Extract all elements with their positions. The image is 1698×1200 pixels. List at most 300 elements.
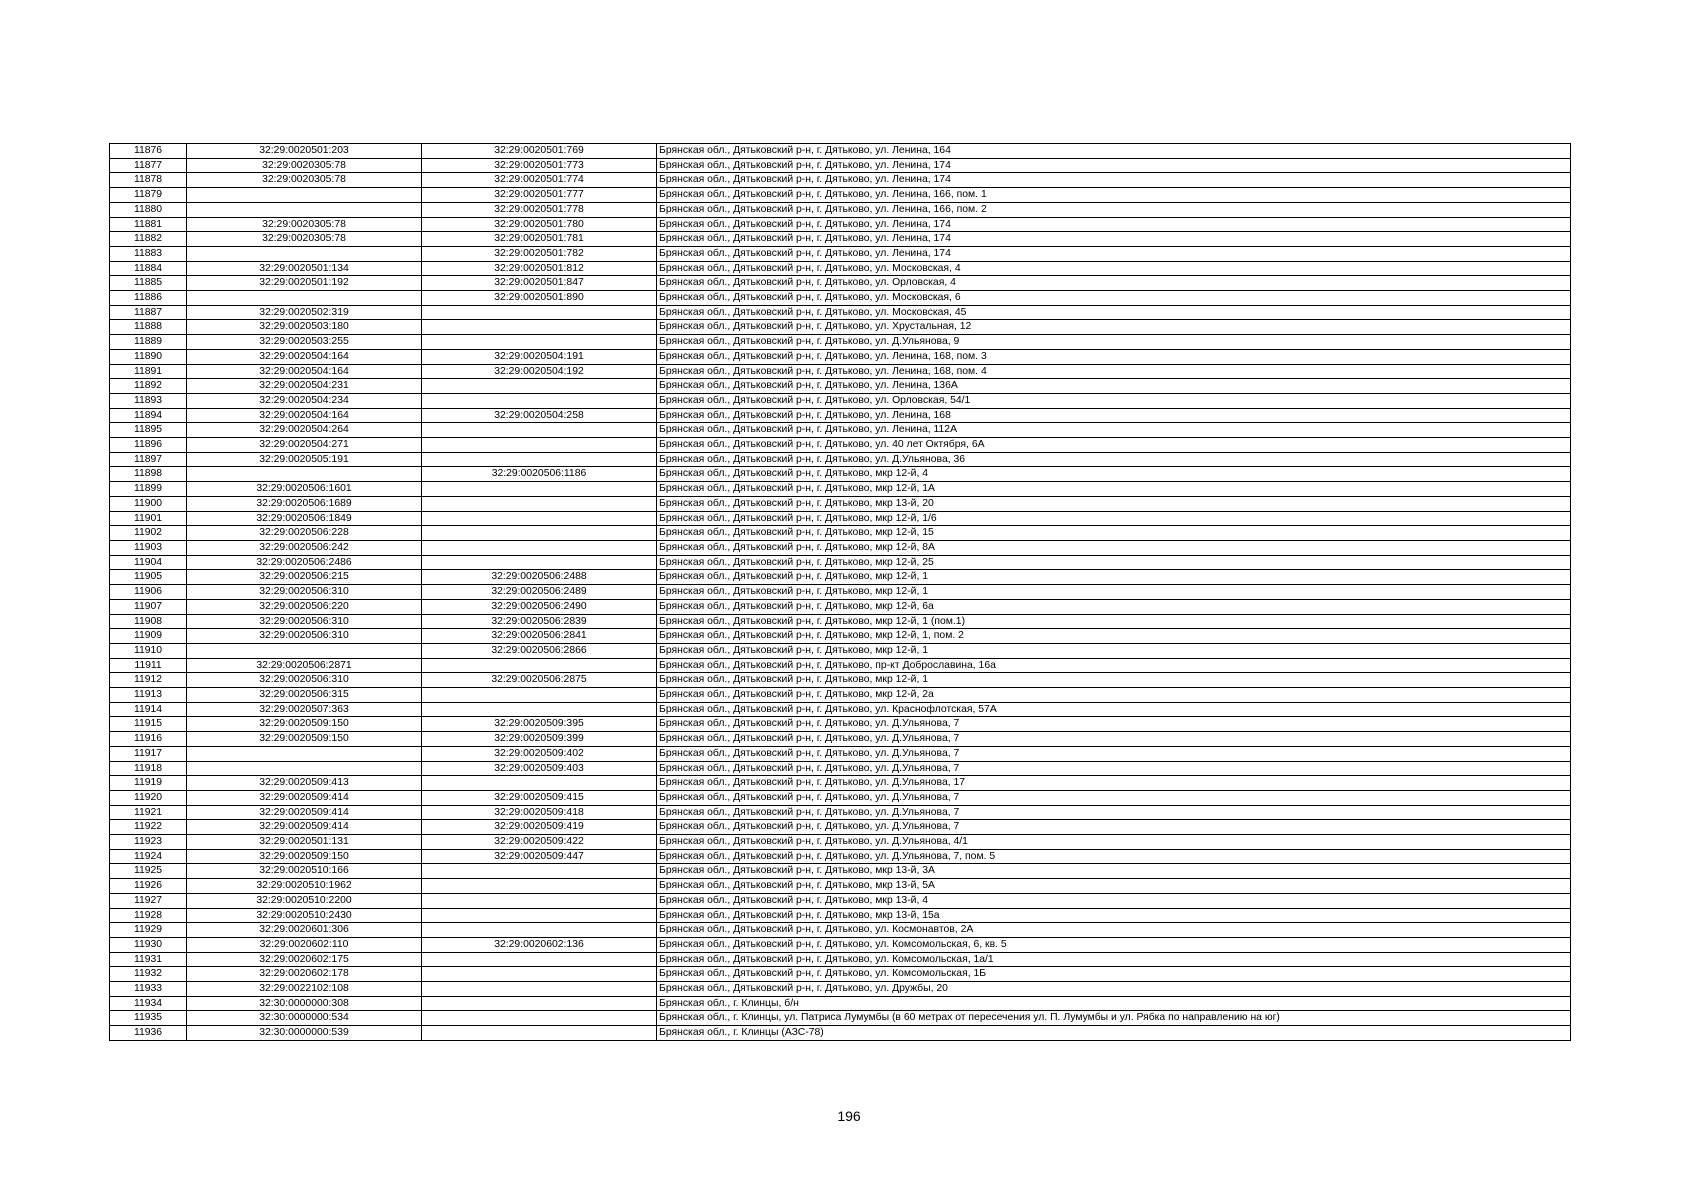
cadastral-number-cell: 32:29:0020506:2871 xyxy=(187,658,422,673)
row-number-cell: 11893 xyxy=(110,393,187,408)
object-cadastral-number-cell xyxy=(422,982,657,997)
cadastral-number-cell xyxy=(187,202,422,217)
object-cadastral-number-cell xyxy=(422,320,657,335)
address-cell: Брянская обл., Дятьковский р-н, г. Дятьково, мкр 12-й, 15 xyxy=(657,526,1571,541)
cadastral-number-cell xyxy=(187,291,422,306)
cadastral-number-cell: 32:29:0020504:264 xyxy=(187,423,422,438)
table-row xyxy=(110,452,1571,467)
cadastral-number-cell: 32:29:0020509:414 xyxy=(187,805,422,820)
address-cell: Брянская обл., Дятьковский р-н, г. Дятьково, ул. Ленина, 166, пом. 1 xyxy=(657,188,1571,203)
cadastral-number-cell: 32:29:0020509:150 xyxy=(187,717,422,732)
table-row xyxy=(110,555,1571,570)
object-cadastral-number-cell xyxy=(422,555,657,570)
cadastral-number-cell: 32:29:0020509:413 xyxy=(187,776,422,791)
table-row xyxy=(110,585,1571,600)
table-row xyxy=(110,864,1571,879)
address-cell: Брянская обл., Дятьковский р-н, г. Дятьково, ул. Д.Ульянова, 7 xyxy=(657,790,1571,805)
object-cadastral-number-cell xyxy=(422,305,657,320)
row-number-cell: 11927 xyxy=(110,893,187,908)
table-row xyxy=(110,246,1571,261)
cadastral-number-cell: 32:29:0020503:255 xyxy=(187,335,422,350)
address-cell: Брянская обл., Дятьковский р-н, г. Дятьково, мкр 12-й, 1/6 xyxy=(657,511,1571,526)
table-row xyxy=(110,746,1571,761)
object-cadastral-number-cell: 32:29:0020501:812 xyxy=(422,261,657,276)
row-number-cell: 11916 xyxy=(110,732,187,747)
row-number-cell: 11934 xyxy=(110,996,187,1011)
address-cell: Брянская обл., Дятьковский р-н, г. Дятьково, ул. Ленина, 136А xyxy=(657,379,1571,394)
address-cell: Брянская обл., Дятьковский р-н, г. Дятьково, ул. Комсомольская, 1а/1 xyxy=(657,952,1571,967)
row-number-cell: 11877 xyxy=(110,158,187,173)
object-cadastral-number-cell xyxy=(422,893,657,908)
cadastral-number-cell xyxy=(187,246,422,261)
address-cell: Брянская обл., Дятьковский р-н, г. Дятьково, ул. Ленина, 174 xyxy=(657,173,1571,188)
register-table xyxy=(109,143,1571,1041)
object-cadastral-number-cell: 32:29:0020501:769 xyxy=(422,144,657,159)
object-cadastral-number-cell: 32:29:0020501:773 xyxy=(422,158,657,173)
address-cell: Брянская обл., Дятьковский р-н, г. Дятьково, ул. Ленина, 174 xyxy=(657,217,1571,232)
object-cadastral-number-cell xyxy=(422,452,657,467)
object-cadastral-number-cell xyxy=(422,688,657,703)
table-row xyxy=(110,820,1571,835)
table-row xyxy=(110,952,1571,967)
cadastral-number-cell: 32:29:0020510:2200 xyxy=(187,893,422,908)
object-cadastral-number-cell: 32:29:0020509:403 xyxy=(422,761,657,776)
row-number-cell: 11912 xyxy=(110,673,187,688)
object-cadastral-number-cell: 32:29:0020501:780 xyxy=(422,217,657,232)
address-cell: Брянская обл., Дятьковский р-н, г. Дятьково, ул. Московская, 4 xyxy=(657,261,1571,276)
address-cell: Брянская обл., Дятьковский р-н, г. Дятьково, мкр 12-й, 25 xyxy=(657,555,1571,570)
row-number-cell: 11925 xyxy=(110,864,187,879)
table-row xyxy=(110,570,1571,585)
table-row xyxy=(110,335,1571,350)
address-cell: Брянская обл., Дятьковский р-н, г. Дятьково, ул. Д.Ульянова, 7 xyxy=(657,717,1571,732)
cadastral-number-cell: 32:29:0020602:175 xyxy=(187,952,422,967)
object-cadastral-number-cell: 32:29:0020501:782 xyxy=(422,246,657,261)
object-cadastral-number-cell xyxy=(422,511,657,526)
address-cell: Брянская обл., Дятьковский р-н, г. Дятьково, ул. Ленина, 168, пом. 4 xyxy=(657,364,1571,379)
address-cell: Брянская обл., Дятьковский р-н, г. Дятьково, мкр 12-й, 1 (пом.1) xyxy=(657,614,1571,629)
address-cell: Брянская обл., Дятьковский р-н, г. Дятьково, ул. Д.Ульянова, 7, пом. 5 xyxy=(657,849,1571,864)
cadastral-number-cell: 32:29:0020305:78 xyxy=(187,232,422,247)
row-number-cell: 11933 xyxy=(110,982,187,997)
row-number-cell: 11894 xyxy=(110,408,187,423)
cadastral-number-cell xyxy=(187,467,422,482)
table-row xyxy=(110,173,1571,188)
address-cell: Брянская обл., Дятьковский р-н, г. Дятьково, мкр 12-й, 1 xyxy=(657,570,1571,585)
object-cadastral-number-cell xyxy=(422,496,657,511)
cadastral-number-cell: 32:29:0020506:1689 xyxy=(187,496,422,511)
table-row xyxy=(110,923,1571,938)
object-cadastral-number-cell xyxy=(422,1026,657,1041)
cadastral-number-cell: 32:29:0020601:306 xyxy=(187,923,422,938)
table-row xyxy=(110,776,1571,791)
table-row xyxy=(110,540,1571,555)
object-cadastral-number-cell: 32:29:0020506:2866 xyxy=(422,643,657,658)
row-number-cell: 11887 xyxy=(110,305,187,320)
address-cell: Брянская обл., Дятьковский р-н, г. Дятьково, мкр 12-й, 4 xyxy=(657,467,1571,482)
address-cell: Брянская обл., Дятьковский р-н, г. Дятьково, мкр 13-й, 20 xyxy=(657,496,1571,511)
address-cell: Брянская обл., Дятьковский р-н, г. Дятьково, мкр 12-й, 1 xyxy=(657,585,1571,600)
table-row xyxy=(110,982,1571,997)
address-cell: Брянская обл., Дятьковский р-н, г. Дятьково, мкр 13-й, 15а xyxy=(657,908,1571,923)
table-row xyxy=(110,717,1571,732)
address-cell: Брянская обл., Дятьковский р-н, г. Дятьково, ул. Ленина, 166, пом. 2 xyxy=(657,202,1571,217)
cadastral-number-cell: 32:29:0020504:164 xyxy=(187,364,422,379)
object-cadastral-number-cell: 32:29:0020509:395 xyxy=(422,717,657,732)
row-number-cell: 11910 xyxy=(110,643,187,658)
address-cell: Брянская обл., г. Клинцы (АЗС-78) xyxy=(657,1026,1571,1041)
table-row xyxy=(110,732,1571,747)
row-number-cell: 11890 xyxy=(110,349,187,364)
cadastral-number-cell: 32:29:0020305:78 xyxy=(187,173,422,188)
cadastral-number-cell: 32:29:0020602:110 xyxy=(187,937,422,952)
cadastral-number-cell: 32:29:0020506:310 xyxy=(187,585,422,600)
cadastral-number-cell: 32:29:0020502:319 xyxy=(187,305,422,320)
row-number-cell: 11915 xyxy=(110,717,187,732)
row-number-cell: 11904 xyxy=(110,555,187,570)
table-row xyxy=(110,158,1571,173)
cadastral-number-cell xyxy=(187,643,422,658)
table-row xyxy=(110,276,1571,291)
cadastral-number-cell: 32:29:0020509:414 xyxy=(187,820,422,835)
object-cadastral-number-cell: 32:29:0020504:192 xyxy=(422,364,657,379)
object-cadastral-number-cell: 32:29:0020501:777 xyxy=(422,188,657,203)
table-row xyxy=(110,761,1571,776)
row-number-cell: 11896 xyxy=(110,438,187,453)
object-cadastral-number-cell: 32:29:0020509:415 xyxy=(422,790,657,805)
object-cadastral-number-cell: 32:29:0020501:847 xyxy=(422,276,657,291)
address-cell: Брянская обл., Дятьковский р-н, г. Дятьково, ул. Ленина, 168 xyxy=(657,408,1571,423)
table-row xyxy=(110,408,1571,423)
cadastral-number-cell: 32:29:0020506:310 xyxy=(187,614,422,629)
cadastral-number-cell: 32:29:0022102:108 xyxy=(187,982,422,997)
cadastral-number-cell: 32:29:0020510:1962 xyxy=(187,879,422,894)
row-number-cell: 11903 xyxy=(110,540,187,555)
table-row xyxy=(110,937,1571,952)
cadastral-number-cell: 32:29:0020305:78 xyxy=(187,217,422,232)
row-number-cell: 11885 xyxy=(110,276,187,291)
object-cadastral-number-cell: 32:29:0020506:2489 xyxy=(422,585,657,600)
row-number-cell: 11899 xyxy=(110,482,187,497)
object-cadastral-number-cell: 32:29:0020506:2488 xyxy=(422,570,657,585)
address-cell: Брянская обл., Дятьковский р-н, г. Дятьково, ул. Комсомольская, 6, кв. 5 xyxy=(657,937,1571,952)
table-row xyxy=(110,438,1571,453)
object-cadastral-number-cell xyxy=(422,526,657,541)
object-cadastral-number-cell: 32:29:0020506:1186 xyxy=(422,467,657,482)
object-cadastral-number-cell: 32:29:0020509:422 xyxy=(422,835,657,850)
address-cell: Брянская обл., Дятьковский р-н, г. Дятьково, ул. Московская, 6 xyxy=(657,291,1571,306)
object-cadastral-number-cell: 32:29:0020509:447 xyxy=(422,849,657,864)
cadastral-number-cell: 32:29:0020305:78 xyxy=(187,158,422,173)
table-row xyxy=(110,511,1571,526)
row-number-cell: 11888 xyxy=(110,320,187,335)
address-cell: Брянская обл., Дятьковский р-н, г. Дятьково, ул. Ленина, 174 xyxy=(657,246,1571,261)
row-number-cell: 11908 xyxy=(110,614,187,629)
address-cell: Брянская обл., Дятьковский р-н, г. Дятьково, мкр 12-й, 1 xyxy=(657,673,1571,688)
cadastral-number-cell: 32:29:0020506:315 xyxy=(187,688,422,703)
object-cadastral-number-cell xyxy=(422,702,657,717)
row-number-cell: 11881 xyxy=(110,217,187,232)
row-number-cell: 11911 xyxy=(110,658,187,673)
address-cell: Брянская обл., Дятьковский р-н, г. Дятьково, мкр 12-й, 1 xyxy=(657,643,1571,658)
address-cell: Брянская обл., Дятьковский р-н, г. Дятьково, ул. Орловская, 54/1 xyxy=(657,393,1571,408)
object-cadastral-number-cell: 32:29:0020501:890 xyxy=(422,291,657,306)
cadastral-number-cell: 32:29:0020505:191 xyxy=(187,452,422,467)
address-cell: Брянская обл., Дятьковский р-н, г. Дятьково, мкр 12-й, 2а xyxy=(657,688,1571,703)
row-number-cell: 11900 xyxy=(110,496,187,511)
object-cadastral-number-cell xyxy=(422,1011,657,1026)
cadastral-number-cell: 32:29:0020602:178 xyxy=(187,967,422,982)
row-number-cell: 11917 xyxy=(110,746,187,761)
address-cell: Брянская обл., Дятьковский р-н, г. Дятьково, ул. Комсомольская, 1Б xyxy=(657,967,1571,982)
cadastral-number-cell: 32:29:0020504:164 xyxy=(187,349,422,364)
object-cadastral-number-cell xyxy=(422,379,657,394)
table-row xyxy=(110,805,1571,820)
address-cell: Брянская обл., Дятьковский р-н, г. Дятьково, ул. Д.Ульянова, 17 xyxy=(657,776,1571,791)
row-number-cell: 11932 xyxy=(110,967,187,982)
table-row xyxy=(110,688,1571,703)
cadastral-number-cell: 32:29:0020507:363 xyxy=(187,702,422,717)
page-number: 196 xyxy=(837,1108,861,1124)
cadastral-number-cell: 32:29:0020503:180 xyxy=(187,320,422,335)
object-cadastral-number-cell: 32:29:0020506:2839 xyxy=(422,614,657,629)
row-number-cell: 11902 xyxy=(110,526,187,541)
table-row xyxy=(110,996,1571,1011)
object-cadastral-number-cell: 32:29:0020509:418 xyxy=(422,805,657,820)
table-row xyxy=(110,658,1571,673)
table-row xyxy=(110,232,1571,247)
cadastral-number-cell: 32:30:0000000:534 xyxy=(187,1011,422,1026)
address-cell: Брянская обл., Дятьковский р-н, г. Дятьково, пр-кт Доброславина, 16а xyxy=(657,658,1571,673)
address-cell: Брянская обл., Дятьковский р-н, г. Дятьково, ул. Ленина, 112А xyxy=(657,423,1571,438)
object-cadastral-number-cell xyxy=(422,908,657,923)
table-row xyxy=(110,320,1571,335)
object-cadastral-number-cell xyxy=(422,923,657,938)
row-number-cell: 11892 xyxy=(110,379,187,394)
object-cadastral-number-cell: 32:29:0020509:402 xyxy=(422,746,657,761)
row-number-cell: 11931 xyxy=(110,952,187,967)
table-row xyxy=(110,291,1571,306)
table-row xyxy=(110,790,1571,805)
table-row xyxy=(110,364,1571,379)
table-row xyxy=(110,879,1571,894)
table-row xyxy=(110,217,1571,232)
row-number-cell: 11935 xyxy=(110,1011,187,1026)
object-cadastral-number-cell: 32:29:0020509:419 xyxy=(422,820,657,835)
address-cell: Брянская обл., Дятьковский р-н, г. Дятьково, ул. Хрустальная, 12 xyxy=(657,320,1571,335)
cadastral-number-cell: 32:30:0000000:308 xyxy=(187,996,422,1011)
table-row xyxy=(110,188,1571,203)
cadastral-number-cell: 32:29:0020504:231 xyxy=(187,379,422,394)
cadastral-number-cell: 32:29:0020506:1601 xyxy=(187,482,422,497)
address-cell: Брянская обл., Дятьковский р-н, г. Дятьково, ул. Д.Ульянова, 7 xyxy=(657,820,1571,835)
cadastral-number-cell: 32:29:0020501:131 xyxy=(187,835,422,850)
row-number-cell: 11929 xyxy=(110,923,187,938)
cadastral-number-cell: 32:29:0020501:134 xyxy=(187,261,422,276)
row-number-cell: 11886 xyxy=(110,291,187,306)
address-cell: Брянская обл., Дятьковский р-н, г. Дятьково, ул. Д.Ульянова, 7 xyxy=(657,805,1571,820)
table-row xyxy=(110,482,1571,497)
address-cell: Брянская обл., Дятьковский р-н, г. Дятьково, ул. Д.Ульянова, 7 xyxy=(657,761,1571,776)
object-cadastral-number-cell xyxy=(422,776,657,791)
address-cell: Брянская обл., Дятьковский р-н, г. Дятьково, ул. Ленина, 174 xyxy=(657,158,1571,173)
cadastral-number-cell: 32:29:0020506:310 xyxy=(187,629,422,644)
object-cadastral-number-cell: 32:29:0020501:778 xyxy=(422,202,657,217)
address-cell: Брянская обл., Дятьковский р-н, г. Дятьково, мкр 13-й, 3А xyxy=(657,864,1571,879)
cadastral-number-cell: 32:29:0020506:2486 xyxy=(187,555,422,570)
table-row xyxy=(110,702,1571,717)
address-cell: Брянская обл., Дятьковский р-н, г. Дятьково, ул. Д.Ульянова, 36 xyxy=(657,452,1571,467)
table-row xyxy=(110,526,1571,541)
object-cadastral-number-cell xyxy=(422,335,657,350)
row-number-cell: 11914 xyxy=(110,702,187,717)
row-number-cell: 11930 xyxy=(110,937,187,952)
row-number-cell: 11920 xyxy=(110,790,187,805)
object-cadastral-number-cell xyxy=(422,996,657,1011)
object-cadastral-number-cell xyxy=(422,864,657,879)
object-cadastral-number-cell: 32:29:0020504:191 xyxy=(422,349,657,364)
row-number-cell: 11898 xyxy=(110,467,187,482)
address-cell: Брянская обл., Дятьковский р-н, г. Дятьково, ул. Ленина, 168, пом. 3 xyxy=(657,349,1571,364)
cadastral-number-cell xyxy=(187,746,422,761)
address-cell: Брянская обл., Дятьковский р-н, г. Дятьково, ул. Краснофлотская, 57А xyxy=(657,702,1571,717)
row-number-cell: 11876 xyxy=(110,144,187,159)
address-cell: Брянская обл., Дятьковский р-н, г. Дятьково, ул. Ленина, 164 xyxy=(657,144,1571,159)
object-cadastral-number-cell: 32:29:0020501:774 xyxy=(422,173,657,188)
table-row xyxy=(110,496,1571,511)
table-row xyxy=(110,967,1571,982)
address-cell: Брянская обл., Дятьковский р-н, г. Дятьково, ул. Ленина, 174 xyxy=(657,232,1571,247)
table-row xyxy=(110,202,1571,217)
row-number-cell: 11921 xyxy=(110,805,187,820)
address-cell: Брянская обл., Дятьковский р-н, г. Дятьково, ул. Д.Ульянова, 4/1 xyxy=(657,835,1571,850)
row-number-cell: 11918 xyxy=(110,761,187,776)
cadastral-number-cell: 32:29:0020509:150 xyxy=(187,732,422,747)
table-row xyxy=(110,467,1571,482)
cadastral-number-cell: 32:30:0000000:539 xyxy=(187,1026,422,1041)
row-number-cell: 11923 xyxy=(110,835,187,850)
table-row xyxy=(110,379,1571,394)
address-cell: Брянская обл., Дятьковский р-н, г. Дятьково, мкр 12-й, 1А xyxy=(657,482,1571,497)
table-row xyxy=(110,393,1571,408)
row-number-cell: 11907 xyxy=(110,599,187,614)
table-row xyxy=(110,835,1571,850)
cadastral-number-cell xyxy=(187,188,422,203)
row-number-cell: 11924 xyxy=(110,849,187,864)
address-cell: Брянская обл., г. Клинцы, ул. Патриса Лумумбы (в 60 метрах от пересечения ул. П. Лумумбы и ул. Рябка по направлению на юг) xyxy=(657,1011,1571,1026)
cadastral-number-cell: 32:29:0020506:242 xyxy=(187,540,422,555)
row-number-cell: 11936 xyxy=(110,1026,187,1041)
table-row xyxy=(110,629,1571,644)
cadastral-number-cell: 32:29:0020506:215 xyxy=(187,570,422,585)
address-cell: Брянская обл., Дятьковский р-н, г. Дятьково, мкр 13-й, 4 xyxy=(657,893,1571,908)
object-cadastral-number-cell xyxy=(422,967,657,982)
address-cell: Брянская обл., Дятьковский р-н, г. Дятьково, ул. Д.Ульянова, 7 xyxy=(657,746,1571,761)
cadastral-number-cell: 32:29:0020510:2430 xyxy=(187,908,422,923)
cadastral-number-cell: 32:29:0020506:1849 xyxy=(187,511,422,526)
row-number-cell: 11928 xyxy=(110,908,187,923)
object-cadastral-number-cell xyxy=(422,540,657,555)
row-number-cell: 11906 xyxy=(110,585,187,600)
address-cell: Брянская обл., Дятьковский р-н, г. Дятьково, ул. 40 лет Октября, 6А xyxy=(657,438,1571,453)
row-number-cell: 11922 xyxy=(110,820,187,835)
address-cell: Брянская обл., Дятьковский р-н, г. Дятьково, мкр 12-й, 1, пом. 2 xyxy=(657,629,1571,644)
cadastral-number-cell: 32:29:0020504:271 xyxy=(187,438,422,453)
object-cadastral-number-cell: 32:29:0020501:781 xyxy=(422,232,657,247)
cadastral-number-cell: 32:29:0020501:192 xyxy=(187,276,422,291)
row-number-cell: 11901 xyxy=(110,511,187,526)
table-row xyxy=(110,908,1571,923)
object-cadastral-number-cell xyxy=(422,423,657,438)
register-table-body xyxy=(110,144,1571,1041)
table-row xyxy=(110,893,1571,908)
row-number-cell: 11880 xyxy=(110,202,187,217)
address-cell: Брянская обл., Дятьковский р-н, г. Дятьково, мкр 12-й, 6а xyxy=(657,599,1571,614)
row-number-cell: 11883 xyxy=(110,246,187,261)
cadastral-number-cell: 32:29:0020510:166 xyxy=(187,864,422,879)
row-number-cell: 11895 xyxy=(110,423,187,438)
table-row xyxy=(110,1026,1571,1041)
table-row xyxy=(110,599,1571,614)
cadastral-number-cell: 32:29:0020506:228 xyxy=(187,526,422,541)
table-row xyxy=(110,349,1571,364)
row-number-cell: 11913 xyxy=(110,688,187,703)
row-number-cell: 11926 xyxy=(110,879,187,894)
row-number-cell: 11905 xyxy=(110,570,187,585)
table-row xyxy=(110,849,1571,864)
address-cell: Брянская обл., Дятьковский р-н, г. Дятьково, ул. Космонавтов, 2А xyxy=(657,923,1571,938)
row-number-cell: 11909 xyxy=(110,629,187,644)
object-cadastral-number-cell xyxy=(422,482,657,497)
object-cadastral-number-cell xyxy=(422,879,657,894)
row-number-cell: 11882 xyxy=(110,232,187,247)
table-row xyxy=(110,423,1571,438)
object-cadastral-number-cell xyxy=(422,658,657,673)
row-number-cell: 11889 xyxy=(110,335,187,350)
cadastral-number-cell: 32:29:0020509:150 xyxy=(187,849,422,864)
object-cadastral-number-cell: 32:29:0020504:258 xyxy=(422,408,657,423)
row-number-cell: 11919 xyxy=(110,776,187,791)
row-number-cell: 11884 xyxy=(110,261,187,276)
address-cell: Брянская обл., Дятьковский р-н, г. Дятьково, ул. Дружбы, 20 xyxy=(657,982,1571,997)
object-cadastral-number-cell: 32:29:0020506:2490 xyxy=(422,599,657,614)
address-cell: Брянская обл., Дятьковский р-н, г. Дятьково, мкр 13-й, 5А xyxy=(657,879,1571,894)
row-number-cell: 11879 xyxy=(110,188,187,203)
address-cell: Брянская обл., Дятьковский р-н, г. Дятьково, ул. Орловская, 4 xyxy=(657,276,1571,291)
object-cadastral-number-cell: 32:29:0020506:2841 xyxy=(422,629,657,644)
table-row xyxy=(110,614,1571,629)
table-row xyxy=(110,305,1571,320)
table-row xyxy=(110,643,1571,658)
address-cell: Брянская обл., Дятьковский р-н, г. Дятьково, ул. Д.Ульянова, 7 xyxy=(657,732,1571,747)
row-number-cell: 11878 xyxy=(110,173,187,188)
cadastral-number-cell: 32:29:0020504:164 xyxy=(187,408,422,423)
table-row xyxy=(110,261,1571,276)
table-row xyxy=(110,673,1571,688)
cadastral-number-cell: 32:29:0020504:234 xyxy=(187,393,422,408)
row-number-cell: 11891 xyxy=(110,364,187,379)
address-cell: Брянская обл., Дятьковский р-н, г. Дятьково, мкр 12-й, 8А xyxy=(657,540,1571,555)
cadastral-number-cell: 32:29:0020506:310 xyxy=(187,673,422,688)
table-row xyxy=(110,144,1571,159)
object-cadastral-number-cell: 32:29:0020506:2875 xyxy=(422,673,657,688)
object-cadastral-number-cell xyxy=(422,952,657,967)
row-number-cell: 11897 xyxy=(110,452,187,467)
object-cadastral-number-cell: 32:29:0020602:136 xyxy=(422,937,657,952)
object-cadastral-number-cell xyxy=(422,438,657,453)
cadastral-number-cell: 32:29:0020509:414 xyxy=(187,790,422,805)
object-cadastral-number-cell: 32:29:0020509:399 xyxy=(422,732,657,747)
